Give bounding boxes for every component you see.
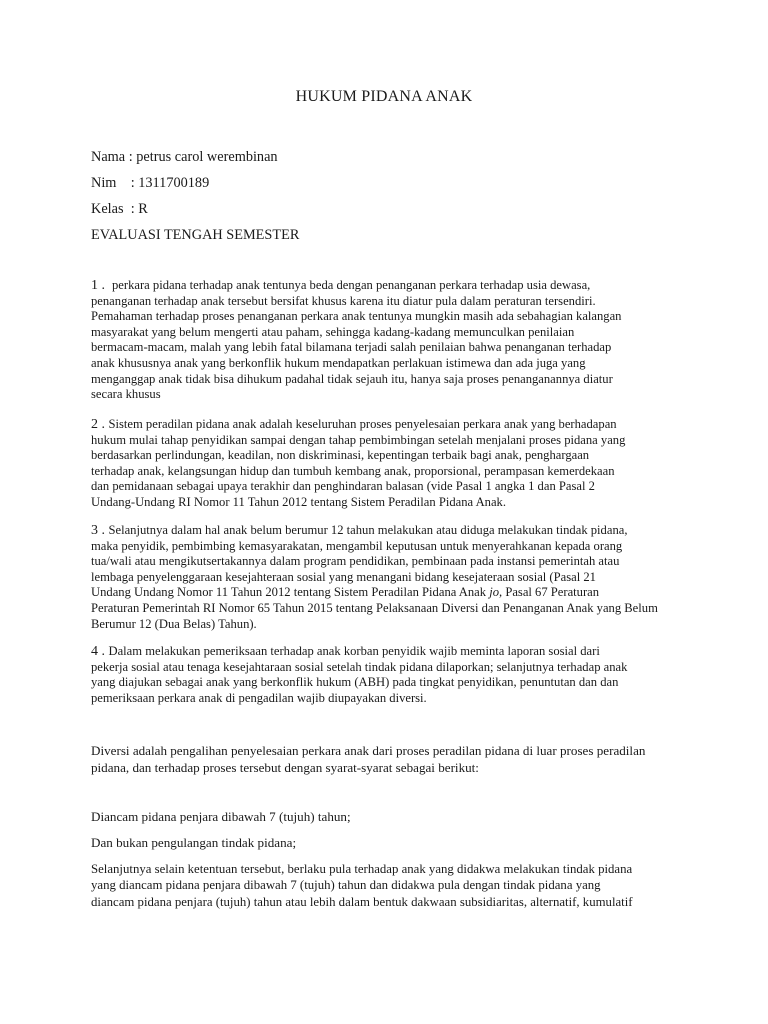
- paragraph-line: bermacam-macam, malah yang lebih fatal bilamana terjadi salah penilaian bahwa penanganan terhadap: [91, 340, 612, 355]
- paragraph-4: [91, 644, 681, 706]
- paragraph-3: [91, 523, 681, 632]
- paragraph-line: 4 . Dalam melakukan pemeriksaan terhadap anak korban penyidik wajib meminta laporan sosial dari: [91, 644, 600, 659]
- paragraph-line: Berumur 12 (Dua Belas) Tahun).: [91, 616, 257, 631]
- paragraph-line: Selanjutnya selain ketentuan tersebut, berlaku pula terhadap anak yang didakwa melakukan tindak pidana: [91, 862, 633, 876]
- field-nama: Nama : petrus carol werembinan: [91, 149, 278, 165]
- paragraph-line: yang diajukan sebagai anak yang berkonflik hukum (ABH) pada tingkat penyidikan, penuntutan dan dan: [91, 675, 619, 690]
- paragraph-line: 2 . Sistem peradilan pidana anak adalah keseluruhan proses penyelesaian perkara anak yang berhadapan: [91, 417, 617, 432]
- paragraph-line: Diversi adalah pengalihan penyelesaian perkara anak dari proses peradilan pidana di luar proses peradilan: [91, 743, 646, 758]
- condition-1: Diancam pidana penjara dibawah 7 (tujuh) tahun;: [91, 809, 351, 824]
- field-nim: Nim : 1311700189: [91, 175, 210, 191]
- paragraph-line: pekerja sosial atau tenaga kesejahtaraan sosial setelah tindak pidana dilaporkan; selanjutnya terhadap anak: [91, 659, 628, 674]
- paragraph-line: terhadap anak, kelangsungan hidup dan tumbuh kembang anak, proporsional, perampasan kemerdekaan: [91, 463, 615, 478]
- paragraph-line: penanganan terhadap anak tersebut bersifat khusus karena itu diatur pula dalam peraturan tersendiri.: [91, 293, 596, 308]
- paragraph-line: 1 . perkara pidana terhadap anak tentunya beda dengan penanganan perkara terhadap usia dewasa,: [91, 278, 591, 293]
- paragraph-number: 4 .: [91, 644, 109, 659]
- paragraph-line: Undang-Undang RI Nomor 11 Tahun 2012 tentang Sistem Peradilan Pidana Anak.: [91, 494, 506, 509]
- paragraph-number: 1 .: [91, 278, 112, 293]
- condition-2: Dan bukan pengulangan tindak pidana;: [91, 835, 297, 850]
- paragraph-line: Undang Undang Nomor 11 Tahun 2012 tentang Sistem Peradilan Pidana Anak jo, Pasal 67 Peraturan: [91, 585, 600, 600]
- paragraph-line: secara khusus: [91, 387, 161, 402]
- paragraph-final: [91, 861, 681, 910]
- field-kelas: Kelas : R: [91, 201, 148, 217]
- paragraph-line: 3 . Selanjutnya dalam hal anak belum berumur 12 tahun melakukan atau diduga melakukan tindak pidana,: [91, 523, 628, 538]
- paragraph-line: dan pemidanaan sebagai upaya terakhir dan penghindaran balasan (vide Pasal 1 angka 1 dan Pasal 2: [91, 479, 595, 494]
- paragraph-line: menganggap anak tidak bisa dihukum padahal tidak sejauh itu, hanya saja proses penanganannya diatur: [91, 371, 613, 386]
- paragraph-line: lembaga penyelenggaraan kesejahteraan sosial yang menangani bidang kesejateraan sosial (Pasal 21: [91, 569, 596, 584]
- paragraph-line: anak khususnya anak yang berkonflik hukum mendapatkan perlakuan istimewa dan ada juga yang: [91, 355, 586, 370]
- paragraph-line: tua/wali atau mengikutsertakannya dalam program pendidikan, pembinaan pada instansi pemerintah atau: [91, 554, 620, 569]
- paragraph-line: berdasarkan perlindungan, keadilan, non diskriminasi, kepentingan terbaik bagi anak, penghargaan: [91, 448, 590, 463]
- paragraph-line: hukum mulai tahap penyidikan sampai dengan tahap pembimbingan setelah menjalani proses pidana yang: [91, 432, 626, 447]
- paragraph-line: diancam pidana penjara (tujuh) tahun atau lebih dalam bentuk dakwaan subsidiaritas, alternatif, kumulatif: [91, 894, 633, 909]
- document-title: HUKUM PIDANA ANAK: [295, 88, 473, 105]
- paragraph-number: 3 .: [91, 523, 109, 538]
- paragraph-line: Pemahaman terhadap proses penanganan perkara anak tentunya mungkin masih ada sebahagian kalangan: [91, 309, 622, 324]
- paragraph-line: yang diancam pidana penjara dibawah 7 (tujuh) tahun dan didakwa pula dengan tindak pidana yang: [91, 878, 601, 893]
- paragraph-number: 2 .: [91, 417, 109, 432]
- paragraph-line: pidana, dan terhadap proses tersebut dengan syarat-syarat sebagai berikut:: [91, 760, 479, 775]
- paragraph-line: masyarakat yang belum mengerti atau paham, sehingga kadang-kadang memunculkan penilaian: [91, 324, 575, 339]
- paragraph-2: [91, 417, 681, 511]
- paragraph-diversi: [91, 742, 681, 776]
- paragraph-1: [91, 278, 681, 403]
- paragraph-line: Peraturan Pemerintah RI Nomor 65 Tahun 2015 tentang Pelaksanaan Diversi dan Penanganan Anak yang Belum: [91, 600, 658, 615]
- italic-jo: jo,: [489, 585, 503, 600]
- paragraph-line: maka penyidik, pembimbing kemasyarakatan, mengambil keputusan untuk menyerahkanan kepada orang: [91, 538, 623, 553]
- field-evaluasi: EVALUASI TENGAH SEMESTER: [91, 227, 300, 243]
- paragraph-line: pemeriksaan perkara anak di pengadilan wajib diupayakan diversi.: [91, 690, 427, 705]
